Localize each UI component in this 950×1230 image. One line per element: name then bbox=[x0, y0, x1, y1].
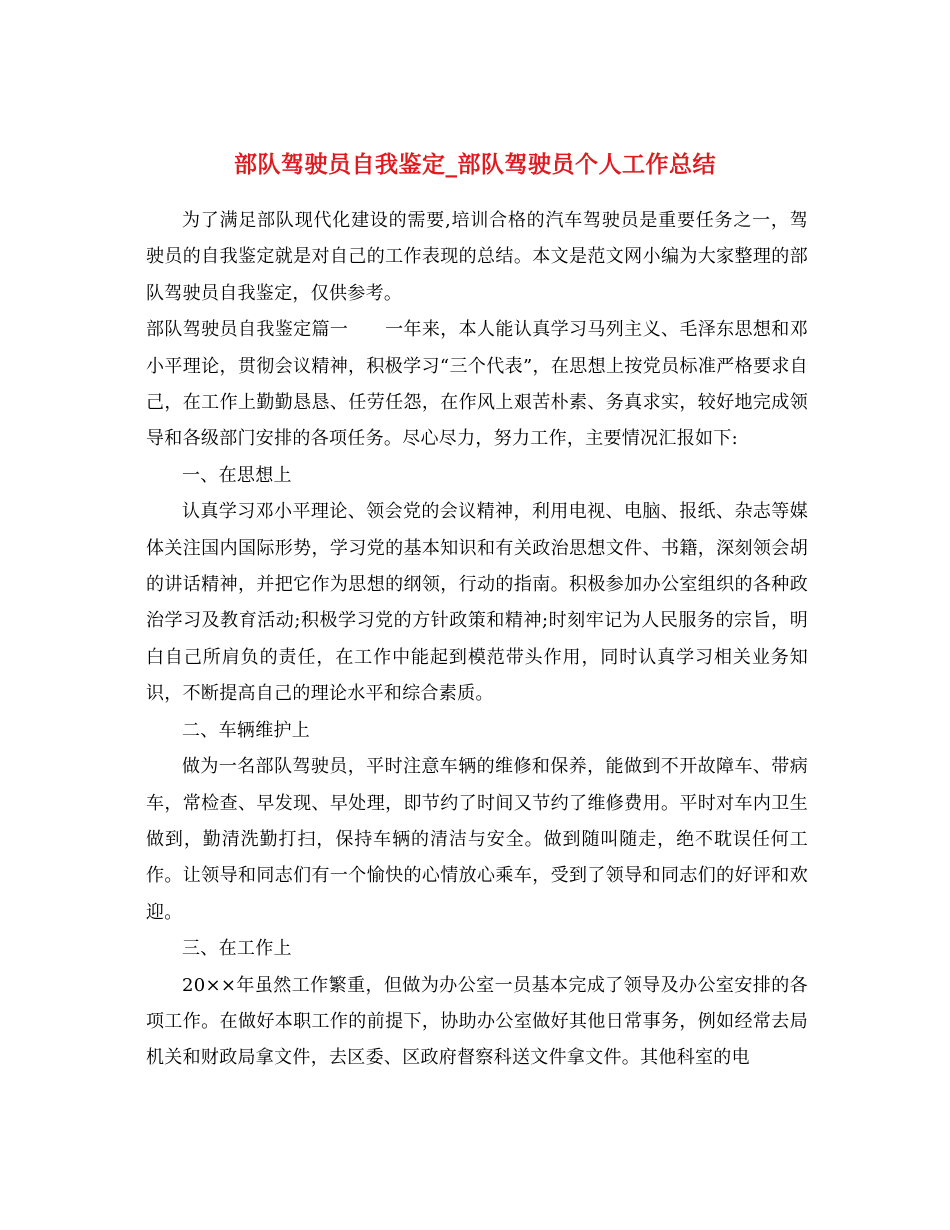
work-paragraph: 20××年虽然工作繁重，但做为办公室一员基本完成了领导及办公室安排的各项工作。在做好本职工作的前提下，协助办公室做好其他日常事务，例如经常去局机关和财政局拿文件，去区委、区政府督察科送文件拿文件。其他科室的电 bbox=[146, 974, 808, 1069]
thought-paragraph: 认真学习邓小平理论、领会党的会议精神，利用电视、电脑、报纸、杂志等媒体关注国内国际形势，学习党的基本知识和有关政治思想文件、书籍，深刻领会胡的讲话精神，并把它作为思想的纲领，行动的指南。积极参加办公室组织的各种政治学习及教育活动;积极学习党的方针政策和精神;时刻牢记为人民服务的宗旨，明白自己所肩负的责任，在工作中能起到模范带头作用，同时认真学习相关业务知识，不断提高自己的理论水平和综合素质。 bbox=[146, 501, 808, 705]
section-intro-paragraph: 部队驾驶员自我鉴定篇一 一年来，本人能认真学习马列主义、毛泽东思想和邓小平理论，贯彻会议精神，积极学习“三个代表”，在思想上按党员标准严格要求自己，在工作上勤勤恳恳、任劳任怨，在作风上艰苦朴素、务真求实，较好地完成领导和各级部门安排的各项任务。尽心尽力，努力工作，主要情况汇报如下: bbox=[146, 319, 808, 450]
vehicle-paragraph: 做为一名部队驾驶员，平时注意车辆的维修和保养，能做到不开故障车、带病车，常检查、早发现、早处理，即节约了时间又节约了维修费用。平时对车内卫生做到，勤清洗勤打扫，保持车辆的清洁与安全。做到随叫随走，绝不耽误任何工作。让领导和同志们有一个愉快的心情放心乘车，受到了领导和同志们的好评和欢迎。 bbox=[146, 756, 808, 923]
section-heading-work: 三、在工作上 bbox=[182, 938, 292, 960]
intro-paragraph: 为了满足部队现代化建设的需要,培训合格的汽车驾驶员是重要任务之一，驾驶员的自我鉴定就是对自己的工作表现的总结。本文是范文网小编为大家整理的部队驾驶员自我鉴定，仅供参考。 bbox=[146, 210, 808, 304]
section-heading-thought: 一、在思想上 bbox=[182, 464, 292, 486]
document-title: 部队驾驶员自我鉴定_部队驾驶员个人工作总结 bbox=[234, 151, 716, 179]
section-heading-vehicle: 二、车辆维护上 bbox=[182, 719, 311, 741]
document-body bbox=[146, 203, 808, 1077]
